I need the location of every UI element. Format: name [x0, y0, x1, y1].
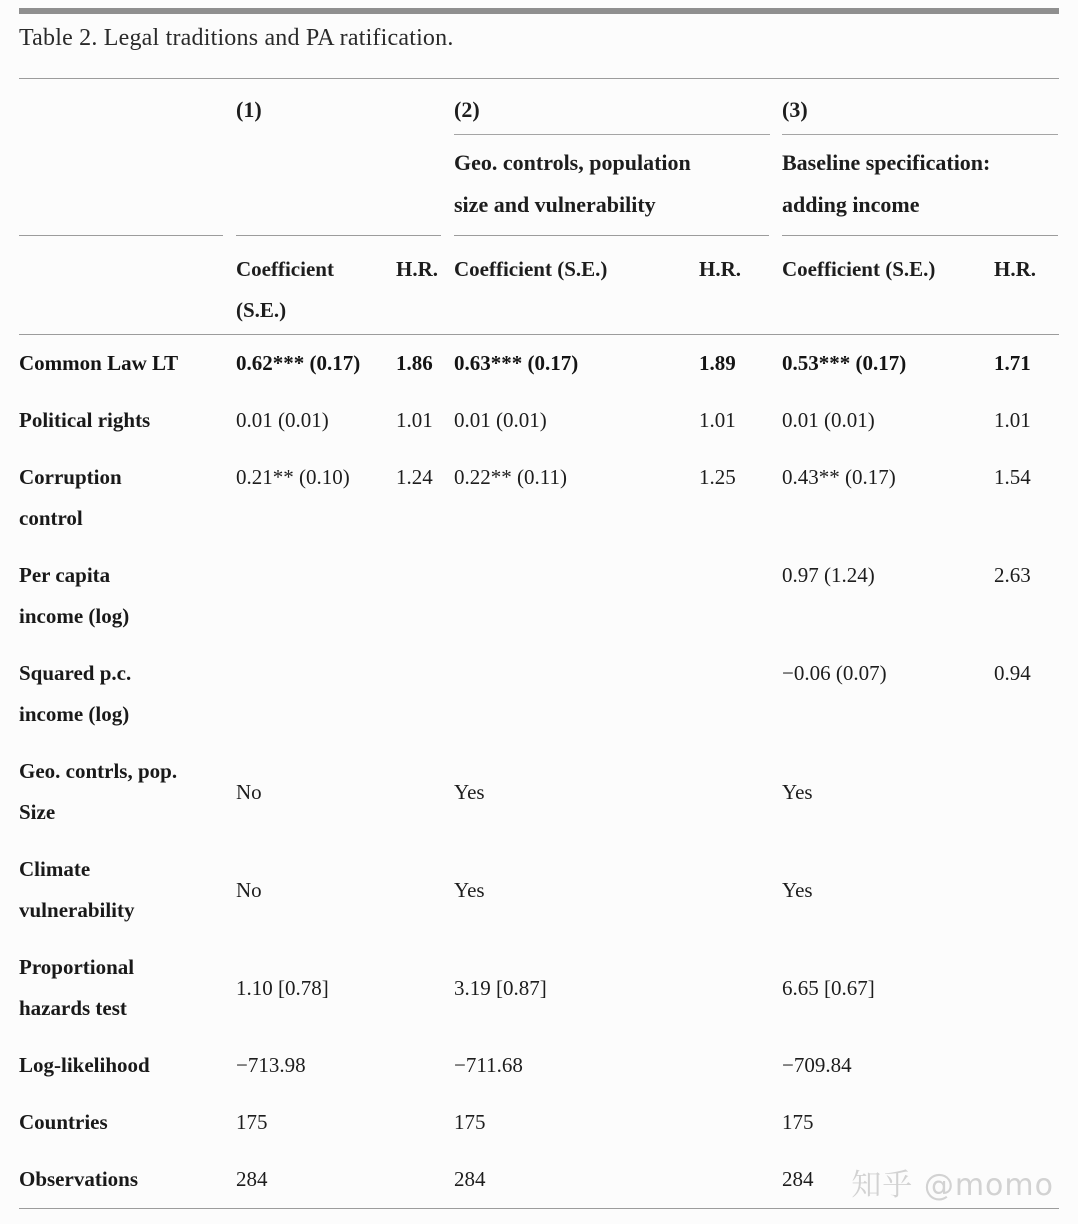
column-group-1-number: (1) — [236, 97, 262, 122]
cell-hr-1: 1.01 — [396, 408, 433, 432]
row-label: Log-likelihood — [19, 1053, 150, 1077]
row-label: Observations — [19, 1167, 139, 1191]
cell-coefficient-2: 0.22** (0.11) — [454, 465, 567, 489]
cell-hr-1: 1.86 — [396, 351, 433, 375]
row-label: Political rights — [19, 408, 151, 432]
sub-header-row — [19, 236, 1059, 334]
column-group-2 — [454, 79, 782, 235]
table-row — [19, 449, 1059, 547]
row-label: Per capita income (log) — [19, 563, 130, 628]
divider-segment-group2 — [454, 235, 769, 236]
row-label: Countries — [19, 1110, 108, 1134]
cell-hr-3: 1.71 — [994, 351, 1031, 375]
cell-coefficient-1: 0.01 (0.01) — [236, 408, 329, 432]
cell-hr-2: 1.89 — [699, 351, 736, 375]
subheader-hr-1: H.R. — [396, 257, 438, 281]
table-row — [19, 547, 1059, 645]
cell-coefficient-1: No — [236, 779, 262, 804]
cell-coefficient-2: −711.68 — [454, 1053, 523, 1077]
cell-hr-3: 0.94 — [994, 661, 1031, 685]
cell-coefficient-3: 0.97 (1.24) — [782, 563, 875, 587]
header-spacer-cell — [19, 79, 236, 93]
table-row — [19, 335, 1059, 392]
table-body — [19, 335, 1059, 1208]
divider-segment-label — [19, 235, 223, 236]
table-row — [19, 1037, 1059, 1094]
top-divider-bar — [19, 8, 1059, 14]
cell-coefficient-3: 0.43** (0.17) — [782, 465, 896, 489]
row-label: Geo. contrls, pop. Size — [19, 759, 178, 824]
cell-hr-3: 1.54 — [994, 465, 1031, 489]
row-label: Climate vulnerability — [19, 857, 135, 922]
subheader-coefficient-1: Coefficient (S.E.) — [236, 257, 334, 322]
row-label: Squared p.c. income (log) — [19, 661, 132, 726]
cell-coefficient-2: 0.01 (0.01) — [454, 408, 547, 432]
cell-hr-3: 1.01 — [994, 408, 1031, 432]
cell-coefficient-1: 0.62*** (0.17) — [236, 351, 361, 375]
group-header-divider — [19, 235, 1059, 236]
cell-coefficient-2: Yes — [454, 779, 485, 804]
cell-coefficient-1: 175 — [236, 1110, 268, 1134]
row-label: Proportional hazards test — [19, 955, 135, 1020]
cell-coefficient-1: 284 — [236, 1167, 268, 1191]
cell-coefficient-3: Yes — [782, 877, 813, 902]
table-bottom-divider — [19, 1208, 1059, 1209]
cell-coefficient-2: Yes — [454, 877, 485, 902]
table-content — [19, 8, 1059, 1209]
cell-coefficient-3: 284 — [782, 1167, 814, 1191]
divider-segment-group3 — [782, 235, 1058, 236]
cell-coefficient-3: 0.53*** (0.17) — [782, 351, 907, 375]
cell-coefficient-3: −0.06 (0.07) — [782, 661, 887, 685]
subheader-hr-3: H.R. — [994, 257, 1036, 281]
cell-coefficient-3: Yes — [782, 779, 813, 804]
table-caption: Table 2. Legal traditions and PA ratification. — [19, 25, 454, 51]
column-group-header-row — [19, 79, 1059, 235]
table-row — [19, 392, 1059, 449]
cell-coefficient-2: 284 — [454, 1167, 486, 1191]
column-group-3 — [782, 79, 1059, 235]
table-row — [19, 1094, 1059, 1151]
column-group-1 — [236, 79, 454, 127]
cell-coefficient-2: 175 — [454, 1110, 486, 1134]
cell-coefficient-2: 3.19 [0.87] — [454, 975, 547, 1000]
cell-coefficient-1: No — [236, 877, 262, 902]
divider-segment-group1 — [236, 235, 441, 236]
column-group-3-underline — [782, 134, 1058, 135]
table-row — [19, 645, 1059, 743]
table-row — [19, 841, 1059, 939]
watermark-text: 知乎 @momo — [851, 1168, 1054, 1203]
row-label: Common Law LT — [19, 351, 179, 375]
cell-hr-3: 2.63 — [994, 563, 1031, 587]
column-group-2-number: (2) — [454, 97, 480, 122]
cell-coefficient-3: 6.65 [0.67] — [782, 975, 875, 1000]
table-row — [19, 743, 1059, 841]
cell-coefficient-1: 1.10 [0.78] — [236, 975, 329, 1000]
cell-coefficient-3: −709.84 — [782, 1053, 852, 1077]
column-group-2-subtitle: Geo. controls, population size and vulnerability — [454, 150, 691, 217]
cell-coefficient-1: 0.21** (0.10) — [236, 465, 350, 489]
subheader-hr-2: H.R. — [699, 257, 741, 281]
cell-hr-1: 1.24 — [396, 465, 433, 489]
cell-coefficient-2: 0.63*** (0.17) — [454, 351, 579, 375]
column-group-3-number: (3) — [782, 97, 808, 122]
cell-coefficient-1: −713.98 — [236, 1053, 306, 1077]
cell-hr-2: 1.01 — [699, 408, 736, 432]
column-group-2-underline — [454, 134, 770, 135]
subheader-coefficient-3: Coefficient (S.E.) — [782, 257, 936, 281]
subheader-coefficient-2: Coefficient (S.E.) — [454, 257, 608, 281]
cell-coefficient-3: 175 — [782, 1110, 814, 1134]
cell-coefficient-3: 0.01 (0.01) — [782, 408, 875, 432]
cell-hr-2: 1.25 — [699, 465, 736, 489]
column-group-3-subtitle: Baseline specification: adding income — [782, 150, 991, 217]
row-label: Corruption control — [19, 465, 122, 530]
table-row — [19, 939, 1059, 1037]
